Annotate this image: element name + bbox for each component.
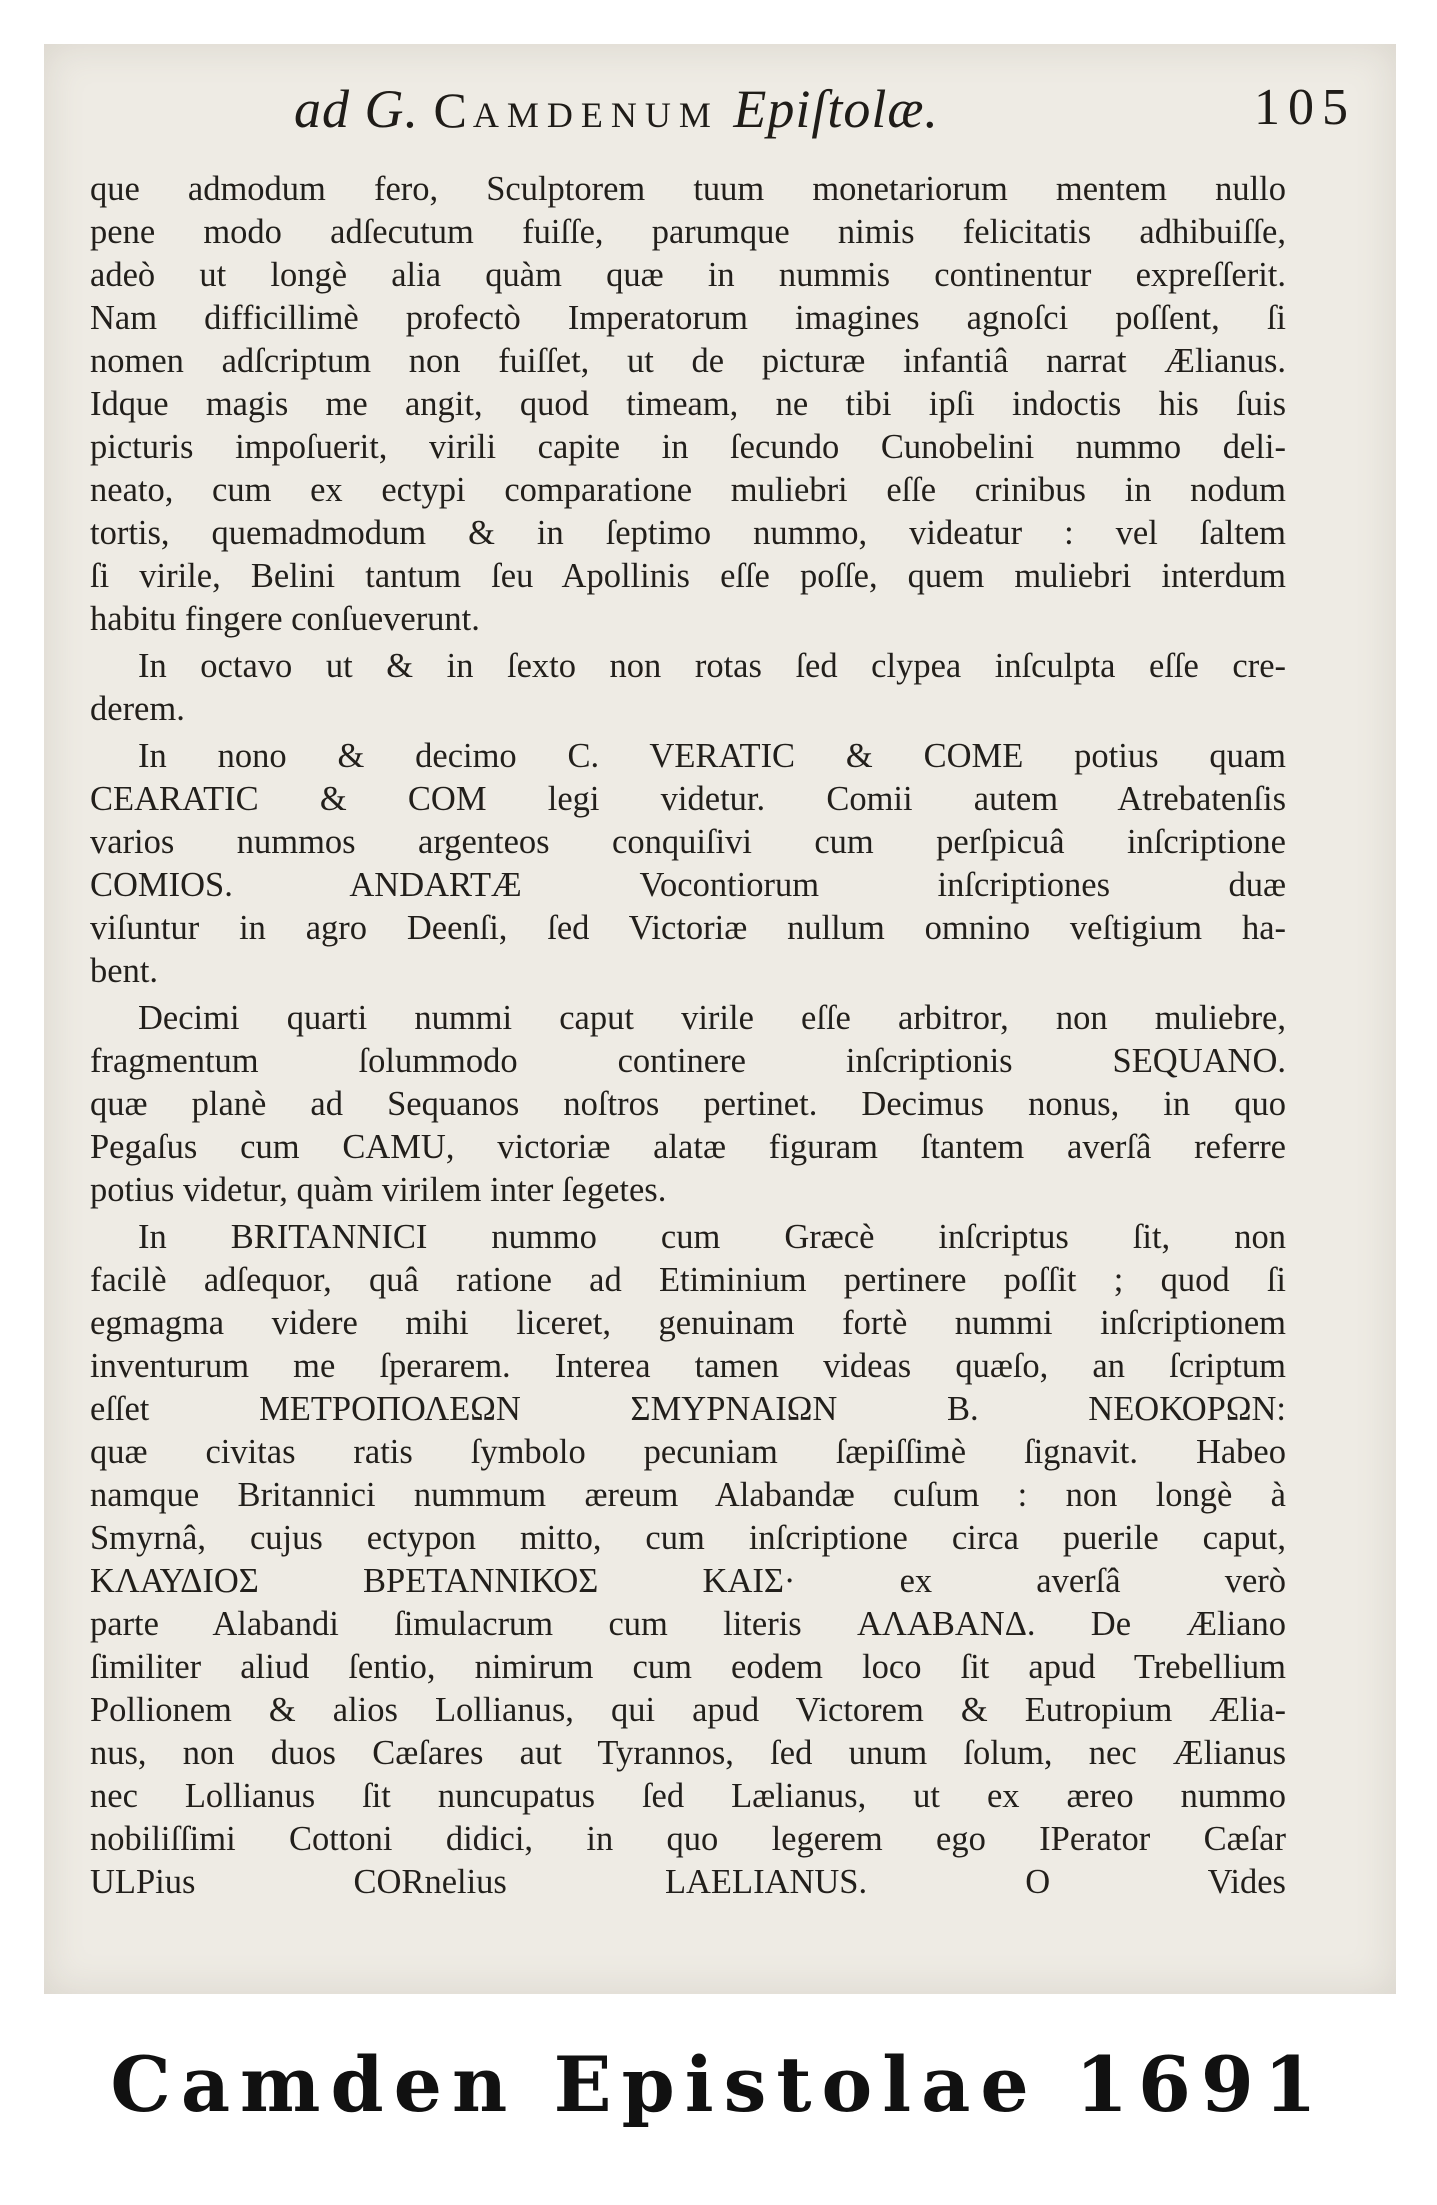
text-line: fragmentum ſolummodo continere inſcriptionis SEQUANO. — [90, 1042, 1286, 1080]
text-line: Smyrnâ, cujus ectypon mitto, cum inſcriptione circa puerile caput, — [90, 1519, 1286, 1557]
text-line: nus, non duos Cæſares aut Tyrannos, ſed unum ſolum, nec Ælianus — [90, 1734, 1286, 1772]
text-line: Pollionem & alios Lollianus, qui apud Victorem & Eutropium Ælia- — [90, 1691, 1286, 1729]
text-line: eſſet ΜΕΤΡΟΠΟΛΕΩΝ ΣΜΥΡΝΑΙΩΝ Β. ΝΕΟΚΟΡΩΝ: — [90, 1390, 1286, 1428]
text-line: Pegaſus cum CAMU, victoriæ alatæ figuram ſtantem averſâ referre — [90, 1128, 1286, 1166]
running-title-suffix: Epiſtolæ. — [718, 79, 939, 139]
text-line: nobiliſſimi Cottoni didici, in quo legerem ego IPerator Cæſar — [90, 1820, 1286, 1858]
text-line: adeò ut longè alia quàm quæ in nummis continentur expreſſerit. — [90, 256, 1286, 294]
text-line: Nam difficillimè profectò Imperatorum imagines agnoſci poſſent, ſi — [90, 299, 1286, 337]
text-line: egmagma videre mihi liceret, genuinam fortè nummi inſcriptionem — [90, 1304, 1286, 1342]
running-title-name — [434, 82, 719, 138]
text-line: inventurum me ſperarem. Interea tamen videas quæſo, an ſcriptum — [90, 1347, 1286, 1385]
running-title-name-cap: C — [433, 82, 473, 138]
text-line: nec Lollianus ſit nuncupatus ſed Lælianus, ut ex æreo nummo — [90, 1777, 1286, 1815]
text-line: CEARATIC & COM legi videtur. Comii autem Atrebatenſis — [90, 780, 1286, 818]
text-line: Decimi quarti nummi caput virile eſſe arbitror, non muliebre, — [138, 999, 1286, 1037]
running-title-name-rest: AMDENUM — [472, 95, 719, 135]
text-line: derem. — [90, 690, 185, 728]
text-line: ſimiliter aliud ſentio, nimirum cum eodem loco ſit apud Trebellium — [90, 1648, 1286, 1686]
text-line: pene modo adſecutum fuiſſe, parumque nimis felicitatis adhibuiſſe, — [90, 213, 1286, 251]
text-line: ULPius CORnelius LAELIANUS. O Vides — [90, 1863, 1286, 1901]
text-line: quæ planè ad Sequanos noſtros pertinet. Decimus nonus, in quo — [90, 1085, 1286, 1123]
text-line: In octavo ut & in ſexto non rotas ſed clypea inſculpta eſſe cre- — [138, 647, 1286, 685]
text-line: Idque magis me angit, quod timeam, ne tibi ipſi indoctis his ſuis — [90, 385, 1286, 423]
running-title — [294, 78, 939, 140]
running-title-prefix: ad G. — [294, 79, 434, 139]
text-line: parte Alabandi ſimulacrum cum literis ΑΛΑΒΑΝΔ. De Æliano — [90, 1605, 1286, 1643]
text-line: In BRITANNICI nummo cum Græcè inſcriptus ſit, non — [138, 1218, 1286, 1256]
text-line: neato, cum ex ectypi comparatione muliebri eſſe crinibus in nodum — [90, 471, 1286, 509]
image-caption: Camden Epistolae 1691 — [110, 2040, 1327, 2129]
text-line: facilè adſequor, quâ ratione ad Etiminium pertinere poſſit ; quod ſi — [90, 1261, 1286, 1299]
text-line: tortis, quemadmodum & in ſeptimo nummo, videatur : vel ſaltem — [90, 514, 1286, 552]
text-line: ΚΛΑΥΔΙΟΣ ΒΡΕΤΑΝΝΙΚΟΣ ΚΑΙΣ· ex averſâ verò — [90, 1562, 1286, 1600]
text-line: habitu fingere conſueverunt. — [90, 600, 480, 638]
text-line: namque Britannici nummum æreum Alabandæ cuſum : non longè à — [90, 1476, 1286, 1514]
text-line: ſi virile, Belini tantum ſeu Apollinis eſſe poſſe, quem muliebri interdum — [90, 557, 1286, 595]
page-header — [44, 78, 1396, 168]
text-line: In nono & decimo C. VERATIC & COME potius quam — [138, 737, 1286, 775]
text-line: picturis impoſuerit, virili capite in ſecundo Cunobelini nummo deli- — [90, 428, 1286, 466]
text-line: bent. — [90, 952, 159, 990]
page-number: 105 — [1254, 79, 1356, 136]
text-line: nomen adſcriptum non fuiſſet, ut de picturæ infantiâ narrat Ælianus. — [90, 342, 1286, 380]
text-line: potius videtur, quàm virilem inter ſegetes. — [90, 1171, 667, 1209]
text-line: quæ civitas ratis ſymbolo pecuniam ſæpiſſimè ſignavit. Habeo — [90, 1433, 1286, 1471]
text-line: viſuntur in agro Deenſi, ſed Victoriæ nullum omnino veſtigium ha- — [90, 909, 1286, 947]
scanned-page — [44, 44, 1396, 1994]
text-line: que admodum fero, Sculptorem tuum monetariorum mentem nullo — [90, 170, 1286, 208]
text-line: COMIOS. ANDARTÆ Vocontiorum inſcriptiones duæ — [90, 866, 1286, 904]
body-text — [90, 168, 1286, 1904]
text-line: varios nummos argenteos conquiſivi cum perſpicuâ inſcriptione — [90, 823, 1286, 861]
